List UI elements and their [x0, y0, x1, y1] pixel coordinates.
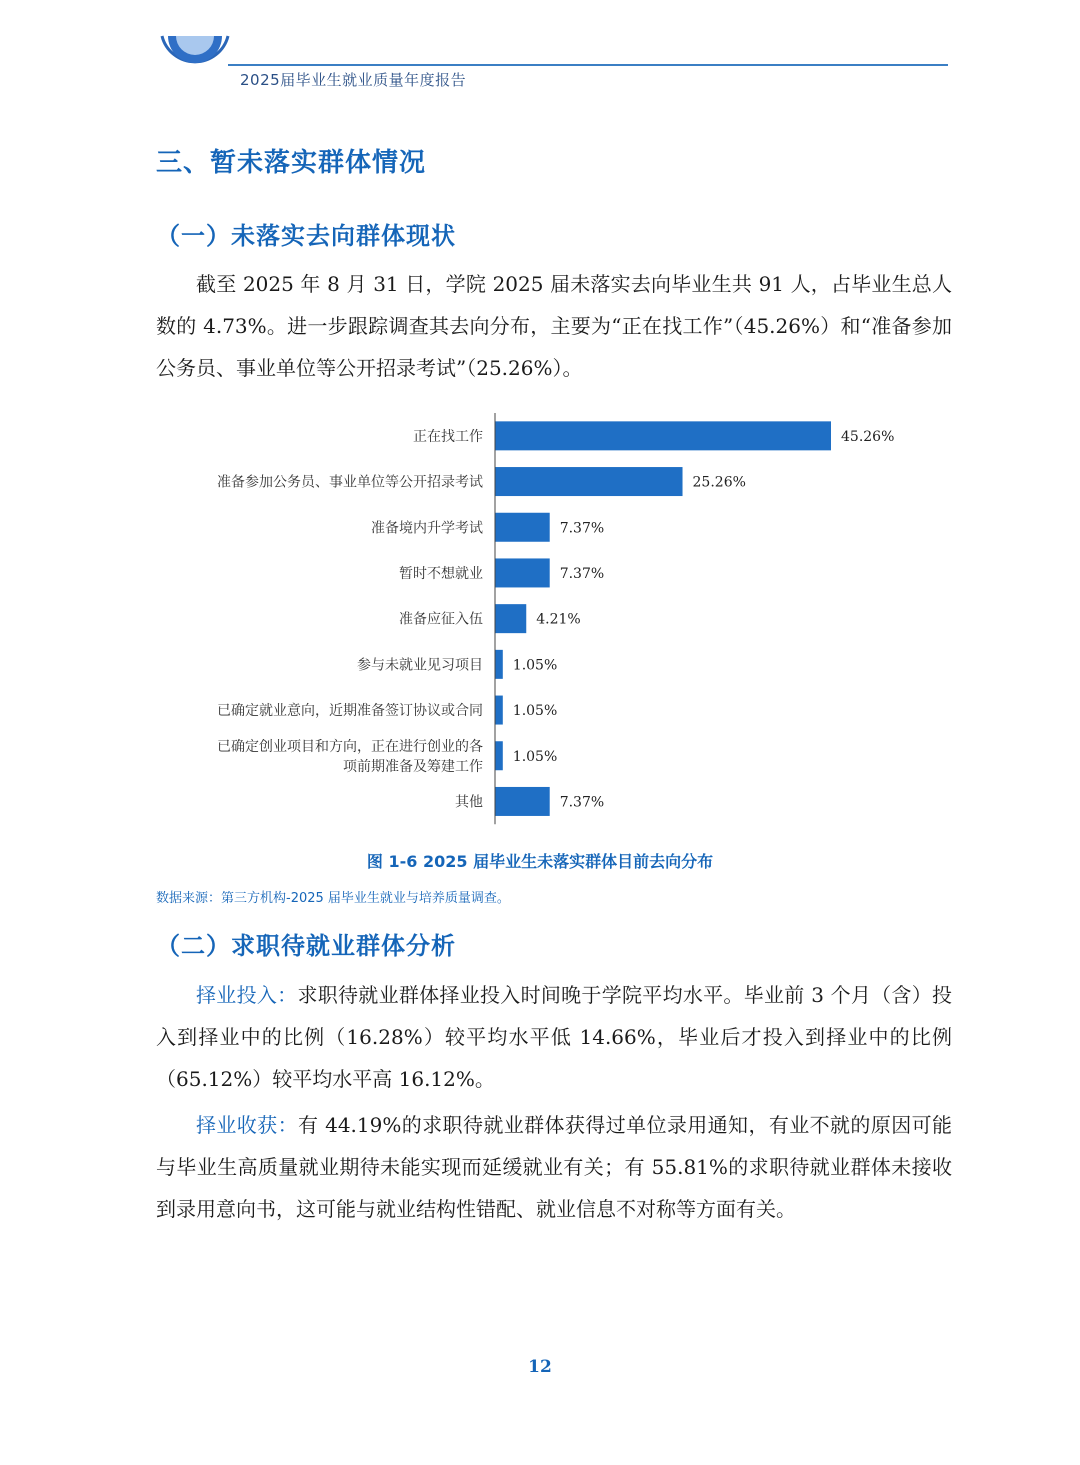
paragraph-job-search-input — [156, 974, 952, 1100]
paragraph-body: 有 44.19%的求职待就业群体获得过单位录用通知，有业不就的原因可能与毕业生高质量就业期待未能实现而延缓就业有关；有 55.81%的求职待就业群体未接收到录用意向书，这可能与就业结构性错配、就业信息不对称等方面有关。 — [156, 1113, 952, 1221]
category-label-8: 其他 — [455, 794, 483, 811]
report-logo-icon — [158, 34, 230, 100]
bar-4 — [495, 604, 526, 633]
page-number: 12 — [528, 1357, 552, 1377]
bar-3 — [495, 558, 550, 587]
paragraph-job-search-outcome — [156, 1104, 952, 1230]
category-label-3: 暂时不想就业 — [399, 565, 483, 582]
value-label-0: 45.26% — [841, 428, 895, 445]
value-label-1: 25.26% — [692, 474, 746, 491]
header-rule — [228, 64, 948, 66]
bar-7 — [495, 741, 503, 770]
value-label-6: 1.05% — [512, 703, 558, 720]
subsection-heading-2: （二）求职待就业群体分析 — [156, 932, 456, 960]
bar-2 — [495, 513, 550, 542]
category-label-6: 已确定就业意向，近期准备签订协议或合同 — [217, 703, 483, 720]
value-label-2: 7.37% — [559, 520, 605, 537]
category-label-2: 准备境内升学考试 — [371, 520, 483, 537]
paragraph-lead-label: 择业收获： — [196, 1113, 298, 1137]
subsection-heading-1: （一）未落实去向群体现状 — [156, 222, 456, 250]
destination-bar-chart — [156, 405, 952, 835]
bar-0 — [495, 421, 831, 450]
paragraph-body: 求职待就业群体择业投入时间晚于学院平均水平。毕业前 3 个月（含）投入到择业中的比例（16.28%）较平均水平低 14.66%，毕业后才投入到择业中的比例（65.12%）较平均水平高 16.12%。 — [156, 983, 952, 1091]
bar-8 — [495, 787, 550, 816]
report-title: 2025届毕业生就业质量年度报告 — [240, 71, 467, 89]
category-label-5: 参与未就业见习项目 — [357, 657, 483, 674]
bar-5 — [495, 650, 503, 679]
paragraph-unplaced-status: 截至 2025 年 8 月 31 日，学院 2025 届未落实去向毕业生共 91 人，占毕业生总人数的 4.73%。进一步跟踪调查其去向分布，主要为“正在找工作”（45.26%）和“准备参加公务员、事业单位等公开招录考试”（25.26%）。 — [156, 272, 952, 380]
category-label-1: 准备参加公务员、事业单位等公开招录考试 — [217, 474, 483, 491]
value-label-4: 4.21% — [536, 611, 581, 628]
figure-caption: 图 1-6 2025 届毕业生未落实群体目前去向分布 — [366, 852, 714, 871]
bar-6 — [495, 696, 503, 725]
value-label-5: 1.05% — [512, 657, 558, 674]
value-label-7: 1.05% — [512, 748, 558, 765]
data-source-note: 数据来源：第三方机构-2025 届毕业生就业与培养质量调查。 — [156, 891, 510, 906]
category-label-4: 准备应征入伍 — [399, 611, 483, 628]
paragraph-lead-label: 择业投入： — [196, 983, 298, 1007]
section-heading: 三、暂未落实群体情况 — [156, 148, 427, 178]
page-header — [0, 0, 1080, 110]
value-label-8: 7.37% — [559, 794, 605, 811]
value-label-3: 7.37% — [559, 565, 605, 582]
category-label-0: 正在找工作 — [413, 428, 483, 445]
category-label-7: 已确定创业项目和方向，正在进行创业的各项前期准备及筹建工作 — [217, 738, 483, 775]
bar-1 — [495, 467, 683, 496]
